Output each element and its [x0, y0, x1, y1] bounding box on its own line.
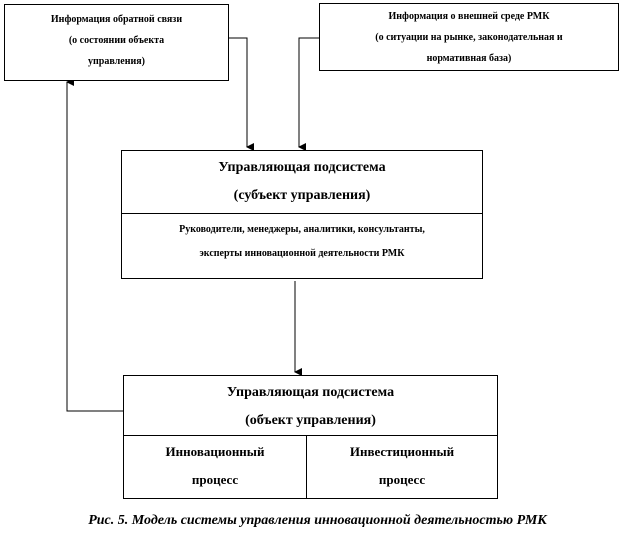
arrow-feedback-to-subject [229, 38, 247, 147]
investment-process-cell [307, 438, 497, 494]
subject-title-area [122, 151, 482, 214]
feedback-line-3: управления) [88, 56, 145, 67]
investment-process-line-1: Инвестиционный [349, 444, 455, 459]
subject-detail-area [122, 214, 482, 266]
feedback-line-2: (о состоянии объекта [68, 35, 165, 46]
subject-box [121, 150, 483, 279]
object-box [123, 375, 498, 499]
object-title-2: (объект управления) [245, 413, 376, 428]
subject-detail-2: эксперты инновационной деятельности РМК [199, 248, 405, 259]
subject-title-2: (субъект управления) [233, 188, 371, 203]
subject-detail-1: Руководители, менеджеры, аналитики, консультанты, [179, 224, 425, 235]
figure-caption: Рис. 5. Модель системы управления инновационной деятельностью РМК [88, 513, 547, 528]
feedback-info-box [4, 4, 229, 81]
feedback-line-1: Информация обратной связи [50, 14, 183, 25]
innovation-process-line-1: Инновационный [165, 444, 265, 459]
arrow-object-to-feedback [67, 82, 123, 411]
subject-title-1: Управляющая подсистема [218, 160, 386, 175]
environment-line-2: (о ситуации на рынке, законодательная и [375, 32, 563, 43]
object-title-1: Управляющая подсистема [226, 385, 395, 400]
object-title-area [124, 376, 497, 436]
environment-line-3: нормативная база) [426, 53, 512, 64]
investment-process-line-2: процесс [378, 472, 426, 487]
innovation-process-cell [124, 438, 306, 494]
innovation-process-line-2: процесс [191, 472, 239, 487]
environment-line-1: Информация о внешней среде РМК [388, 11, 550, 22]
environment-info-box [319, 3, 619, 71]
arrow-environment-to-subject [299, 38, 319, 147]
